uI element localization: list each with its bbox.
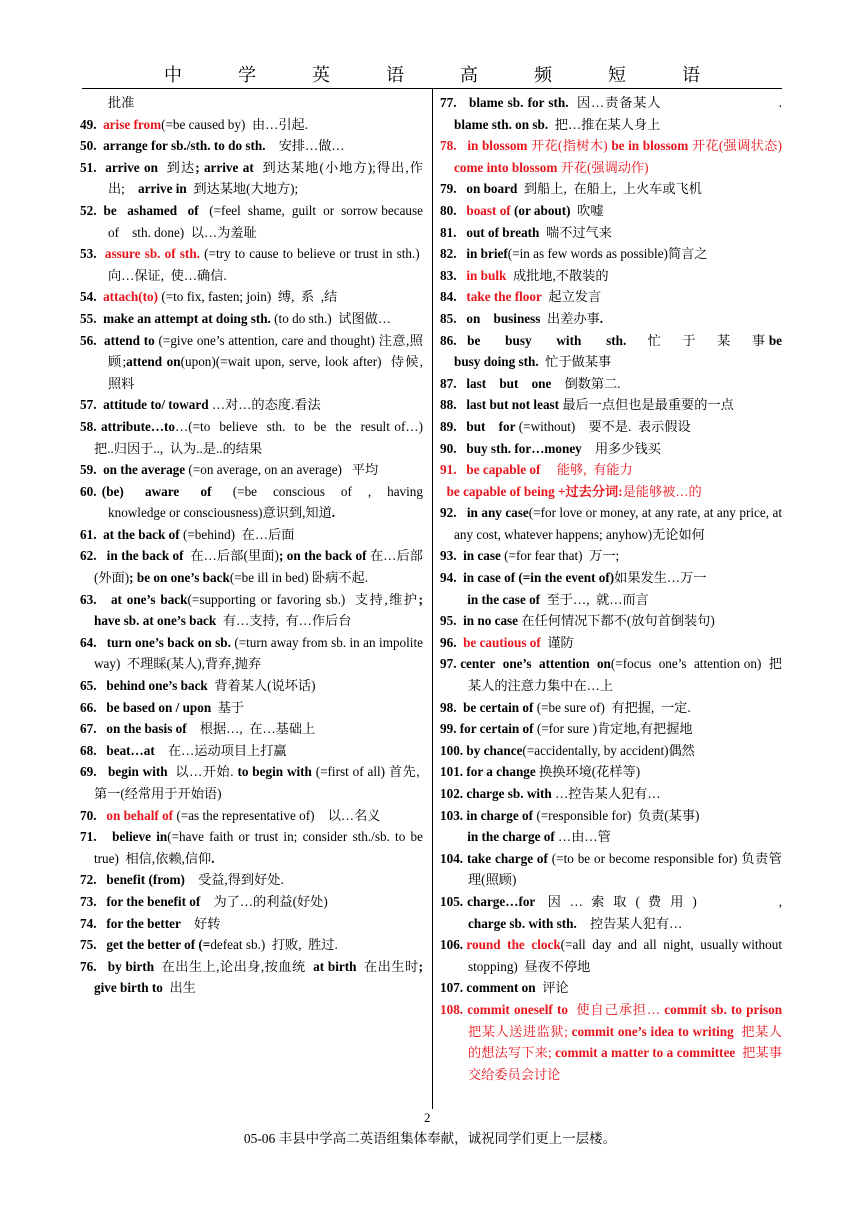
page-number: 2 <box>424 1110 431 1125</box>
left-column <box>80 92 423 999</box>
phrase-entry: 79. on board 到船上, 在船上, 上火车或飞机 <box>440 181 702 197</box>
phrase-entry: 94. in case of (=in the event of)如果发生…万一 in the case of 至于…, 就…而言 <box>440 570 707 607</box>
footer-note: 05-06 丰县中学高二英语组集体奉献，诚祝同学们更上一层楼。 <box>243 1131 617 1146</box>
phrase-entry: 77. blame sb. for sth. 因…责备某人 . blame sth. on sb. 把…推在某人身上 <box>440 95 783 132</box>
phrase-entry: 95. in no case 在任何情况下都不(放句首倒装句) <box>440 613 715 629</box>
phrase-entry: 68. beat…at 在…运动项目上打赢 <box>80 742 287 758</box>
phrase-entry: 99. for certain of (=for sure )肯定地,有把握地 <box>440 721 693 737</box>
phrase-entry: 108. commit oneself to 使自己承担… commit sb. to prison 把某人送进监狱; commit one’s idea to writing 把某人的想法写下来; commit a matter to a committee 把某事交给委员会讨论 <box>440 1001 783 1082</box>
phrase-entry: 54. attach(to) (=to fix, fasten; join) 缚, 系 ,结 <box>80 289 338 305</box>
phrase-entry: 批准 <box>108 95 135 110</box>
phrase-entry: 100. by chance(=accidentally, by accident)偶然 <box>440 742 695 758</box>
phrase-entry: 71. believe in(=have faith or trust in; consider sth./sb. to be true) 相信,依赖,信仰. <box>80 829 423 866</box>
phrase-entry: 82. in brief(=in as few words as possible)简言之 <box>440 246 708 262</box>
phrase-entry: 81. out of breath 喘不过气来 <box>440 224 612 240</box>
phrase-entry: 89. but for (=without) 要不是. 表示假设 <box>440 418 691 434</box>
header-char: 中 <box>164 65 210 85</box>
phrase-entry: 101. for a change 换换环境(花样等) <box>440 764 641 780</box>
phrase-entry: 97. center one’s attention on(=focus one’s attention on) 把某人的注意力集中在…上 <box>440 656 782 694</box>
phrase-entry: 83. in bulk 成批地,不散装的 <box>440 267 609 283</box>
phrase-entry: 53. assure sb. of sth. (=try to cause to believe or trust in sth.) 向…保证, 使…确信. <box>80 246 423 283</box>
phrase-entry: 65. behind one’s back 背着某人(说坏话) <box>80 678 316 694</box>
phrase-entry: 66. be based on / upon 基于 <box>80 699 245 715</box>
phrase-entry: 63. at one’s back(=supporting or favoring sb.) 支持,维护; have sb. at one’s back 有…支持, 有…作后台 <box>80 591 423 629</box>
phrase-entry: 69. begin with 以…开始. to begin with (=first of all) 首先, 第一(经常用于开始语) <box>80 764 423 801</box>
phrase-entry: 85. on business 出差办事. <box>440 310 604 326</box>
phrase-entry: 92. in any case(=for love or money, at any rate, at any price, at any cost, whatever happens; anyhow)无论如何 <box>440 505 782 542</box>
phrase-entry: 84. take the floor 起立发言 <box>440 289 602 305</box>
phrase-entry: 106. round the clock(=all day and all night, usually without stopping) 昼夜不停地 <box>440 937 782 974</box>
phrase-entry: 78. in blossom 开花(指树木) be in blossom 开花(强调状态) come into blossom 开花(强调动作) <box>440 138 782 175</box>
phrase-entry: 90. buy sth. for…money 用多少钱买 <box>440 440 661 456</box>
phrase-entry: 60. (be) aware of (=be conscious of , having knowledge or consciousness)意识到,知道. <box>80 483 423 521</box>
phrase-entry: 72. benefit (from) 受益,得到好处. <box>80 872 284 888</box>
phrase-entry: 64. turn one’s back on sb. (=turn away from sb. in an impolite way) 不理睬(某人),背弃,抛弃 <box>80 634 423 672</box>
phrase-entry: 76. by birth 在出生上,论出身,按血统 at birth 在出生时; give birth to 出生 <box>80 958 424 996</box>
phrase-entry: 103. in charge of (=responsible for) 负责(某事) in the charge of …由…管 <box>440 807 700 845</box>
phrase-entry: 51. arrive on 到达; arrive at 到达某地(小地方);得出,作出; arrive in 到达某地(大地方); <box>80 159 423 197</box>
phrase-entry: 67. on the basis of 根据…, 在…基础上 <box>80 721 316 737</box>
header-char: 学 <box>238 65 284 85</box>
column-divider <box>432 89 433 1109</box>
phrase-entry: 104. take charge of (=to be or become responsible for) 负责管理(照顾) <box>440 850 782 888</box>
phrase-entry: 91. be capable of 能够, 有能力 <box>440 462 633 478</box>
phrase-entry: 49. arise from(=be caused by) 由…引起. <box>80 116 309 132</box>
header-char: 英 <box>312 65 358 85</box>
phrase-entry: 52. be ashamed of (=feel shame, guilt or sorrow because of sth. done) 以…为羞耻 <box>80 202 424 240</box>
phrase-entry: 107. comment on 评论 <box>440 980 569 996</box>
phrase-entry: 62. in the back of 在…后部(里面); on the back of 在…后部(外面); be on one’s back(=be ill in bed) 卧病不起. <box>80 548 423 586</box>
header-char: 频 <box>534 65 580 85</box>
phrase-entry: 61. at the back of (=behind) 在…后面 <box>80 526 295 542</box>
phrase-entry: 70. on behalf of (=as the representative of) 以…名义 <box>80 807 381 823</box>
phrase-entry: 56. attend to (=give one’s attention, care and thought) 注意,照顾;attend on(upon)(=wait upon, serve, look after) 侍候,照料 <box>80 332 423 391</box>
header-char: 语 <box>682 65 728 85</box>
phrase-entry: 93. in case (=for fear that) 万一; <box>440 548 620 564</box>
phrase-entry: 80. boast of (or about) 吹嘘 <box>440 202 604 218</box>
phrase-entry: 86. be busy with sth. 忙 于 某 事 be busy doing sth. 忙于做某事 <box>440 332 783 370</box>
page-header <box>82 62 782 89</box>
header-char: 高 <box>460 65 506 85</box>
phrase-entry: 59. on the average (=on average, on an average) 平均 <box>80 462 379 478</box>
phrase-entry: 102. charge sb. with …控告某人犯有… <box>440 786 661 801</box>
phrase-entry: 74. for the better 好转 <box>80 915 221 931</box>
phrase-entry: 98. be certain of (=be sure of) 有把握, 一定. <box>440 699 691 715</box>
phrase-entry: 58. attribute…to…(=to believe sth. to be the result of…)把..归因于.., 认为..是..的结果 <box>80 418 423 456</box>
phrase-entry: 96. be cautious of 谨防 <box>440 634 574 650</box>
phrase-entry: 73. for the benefit of 为了…的利益(好处) <box>80 893 328 909</box>
phrase-entry: 88. last but not least 最后一点但也是最重要的一点 <box>440 397 734 413</box>
phrase-entry: 105. charge…for 因 … 索 取 ( 费 用 ) , charge sb. with sth. 控告某人犯有… <box>440 893 782 931</box>
phrase-entry: be capable of being +过去分词:是能够被…的 <box>446 483 702 499</box>
header-char: 短 <box>608 65 654 85</box>
header-char: 语 <box>386 65 432 85</box>
right-column <box>440 92 782 1085</box>
phrase-entry: 57. attitude to/ toward …对…的态度.看法 <box>80 397 321 413</box>
phrase-entry: 87. last but one 倒数第二. <box>440 375 621 391</box>
phrase-entry: 50. arrange for sb./sth. to do sth. 安排…做… <box>80 138 345 154</box>
phrase-entry: 55. make an attempt at doing sth. (to do sth.) 试图做… <box>80 310 392 326</box>
phrase-entry: 75. get the better of (=defeat sb.) 打败, 胜过. <box>80 937 338 953</box>
